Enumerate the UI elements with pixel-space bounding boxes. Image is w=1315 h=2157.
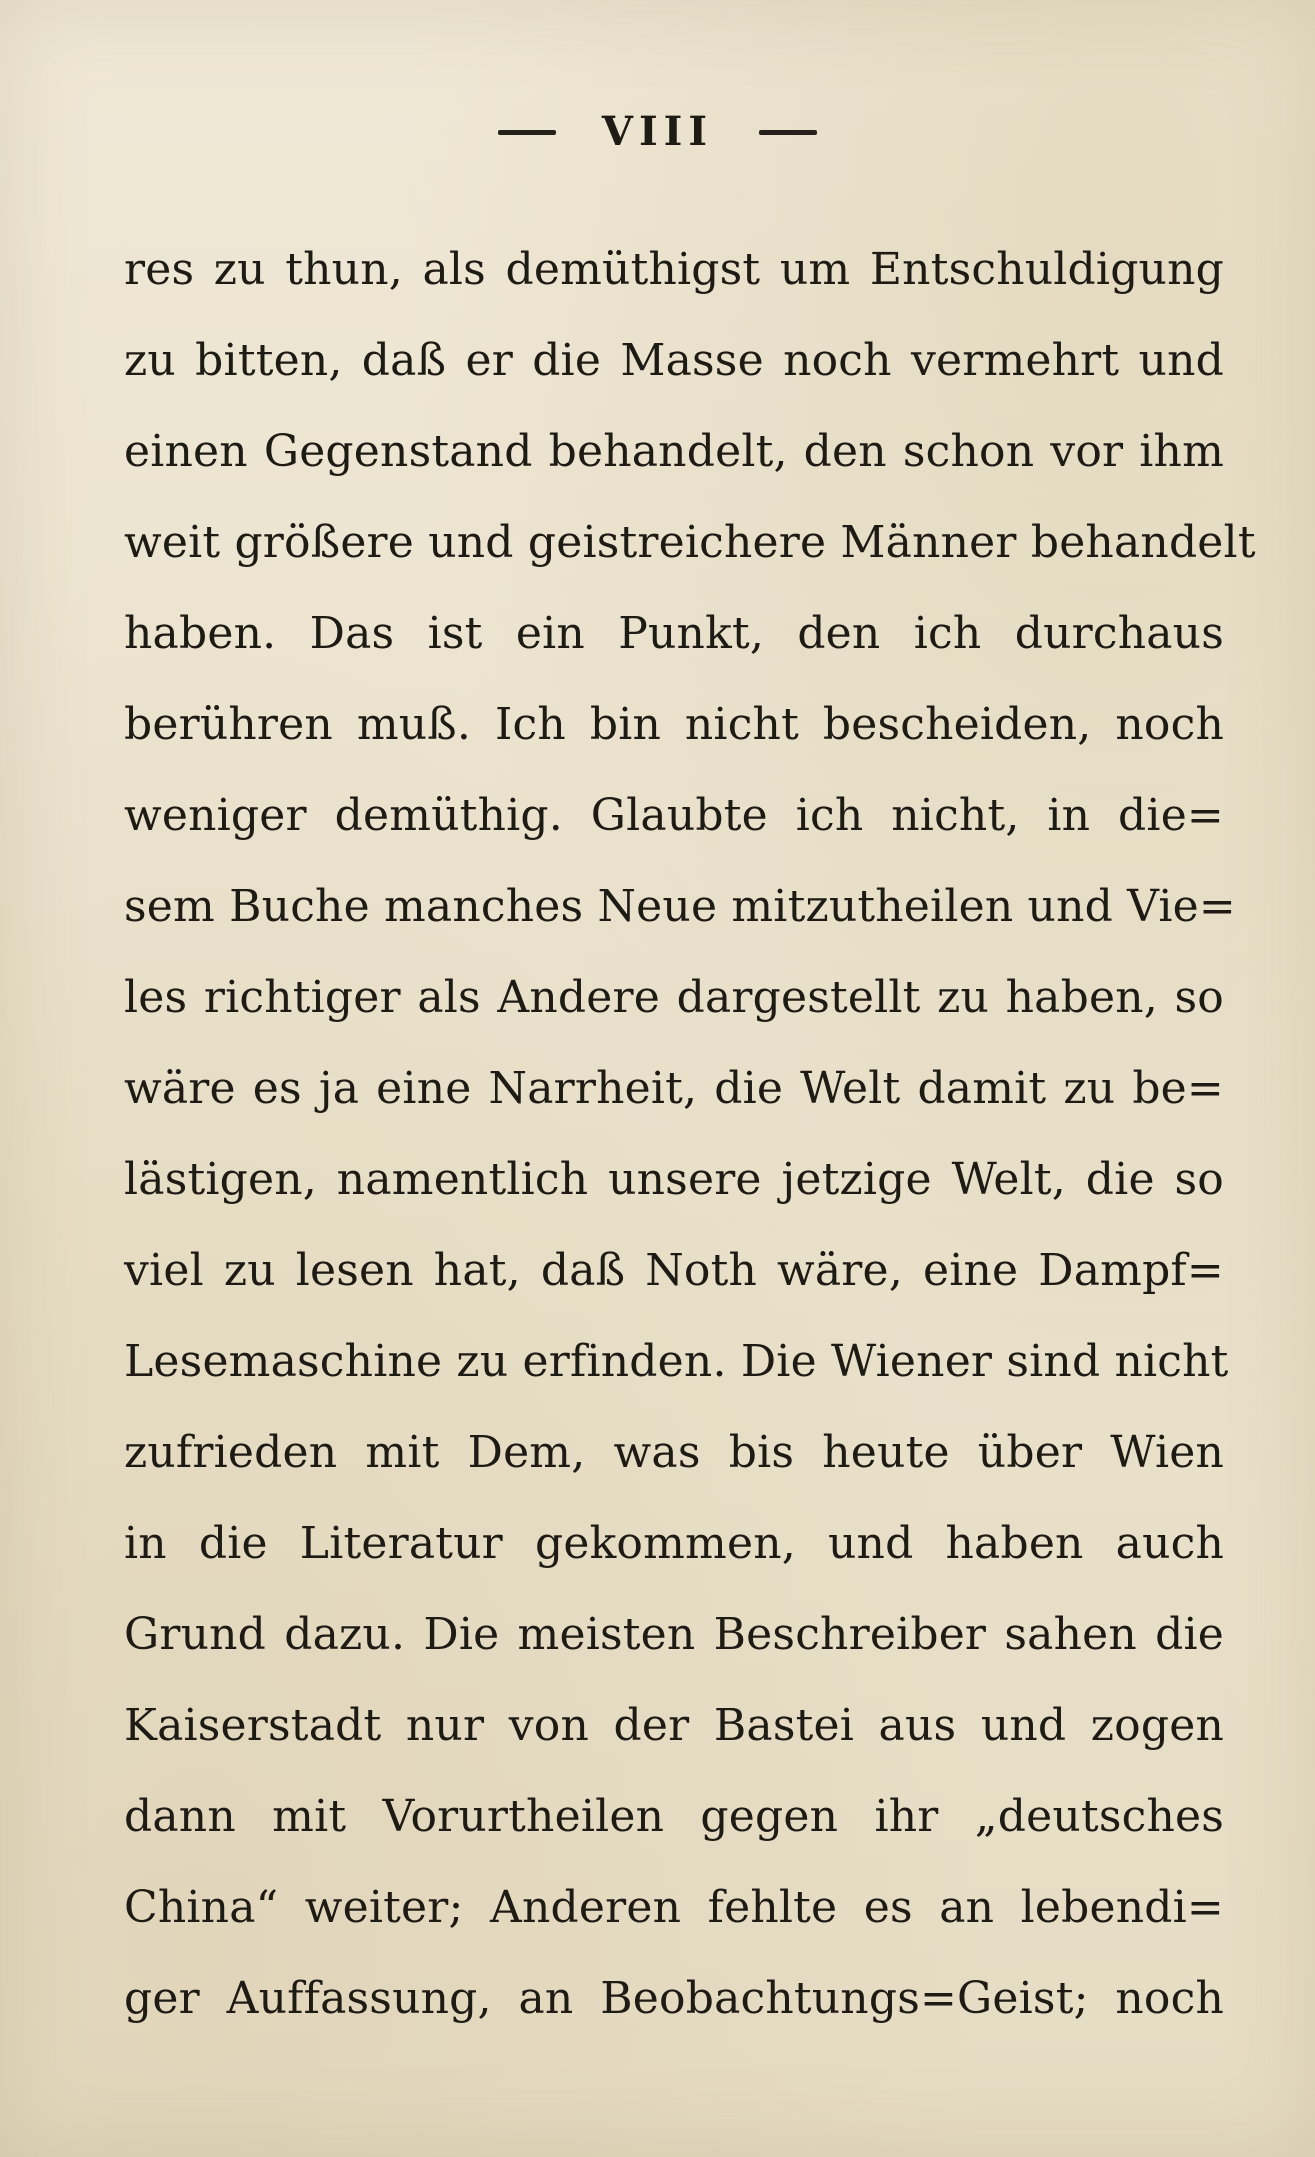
text-line: les richtiger als Andere dargestellt zu haben, so — [124, 972, 1224, 1023]
page-number: VIII — [601, 108, 714, 155]
text-line: sem Buche manches Neue mitzutheilen und Vie= — [124, 881, 1236, 932]
text-line: haben. Das ist ein Punkt, den ich durchaus — [124, 608, 1224, 659]
right-dash-ornament — [759, 130, 817, 135]
text-line: res zu thun, als demüthigst um Entschuldigung — [124, 244, 1224, 295]
page-header — [0, 102, 1315, 162]
text-line: weit größere und geistreichere Männer behandelt — [124, 517, 1256, 568]
text-line: in die Literatur gekommen, und haben auch — [124, 1518, 1224, 1569]
text-line: lästigen, namentlich unsere jetzige Welt, die so — [124, 1154, 1224, 1205]
text-line: zu bitten, daß er die Masse noch vermehrt und — [124, 335, 1224, 386]
left-dash-ornament — [498, 130, 556, 135]
text-line: dann mit Vorurtheilen gegen ihr „deutsches — [124, 1791, 1224, 1842]
text-line: einen Gegenstand behandelt, den schon vor ihm — [124, 426, 1224, 477]
text-line: wäre es ja eine Narrheit, die Welt damit zu be= — [124, 1063, 1224, 1114]
body-text — [124, 224, 1256, 2044]
text-line: zufrieden mit Dem, was bis heute über Wien — [124, 1427, 1224, 1478]
text-line: weniger demüthig. Glaubte ich nicht, in die= — [124, 790, 1224, 841]
text-line: Lesemaschine zu erfinden. Die Wiener sind nicht — [124, 1336, 1229, 1387]
text-line: ger Auffassung, an Beobachtungs=Geist; noch — [124, 1973, 1224, 2024]
text-line: China“ weiter; Anderen fehlte es an lebendi= — [124, 1882, 1224, 1933]
text-line: berühren muß. Ich bin nicht bescheiden, noch — [124, 699, 1224, 750]
text-line: Kaiserstadt nur von der Bastei aus und zogen — [124, 1700, 1224, 1751]
text-line: Grund dazu. Die meisten Beschreiber sahen die — [124, 1609, 1224, 1660]
text-line: viel zu lesen hat, daß Noth wäre, eine Dampf= — [124, 1245, 1224, 1296]
